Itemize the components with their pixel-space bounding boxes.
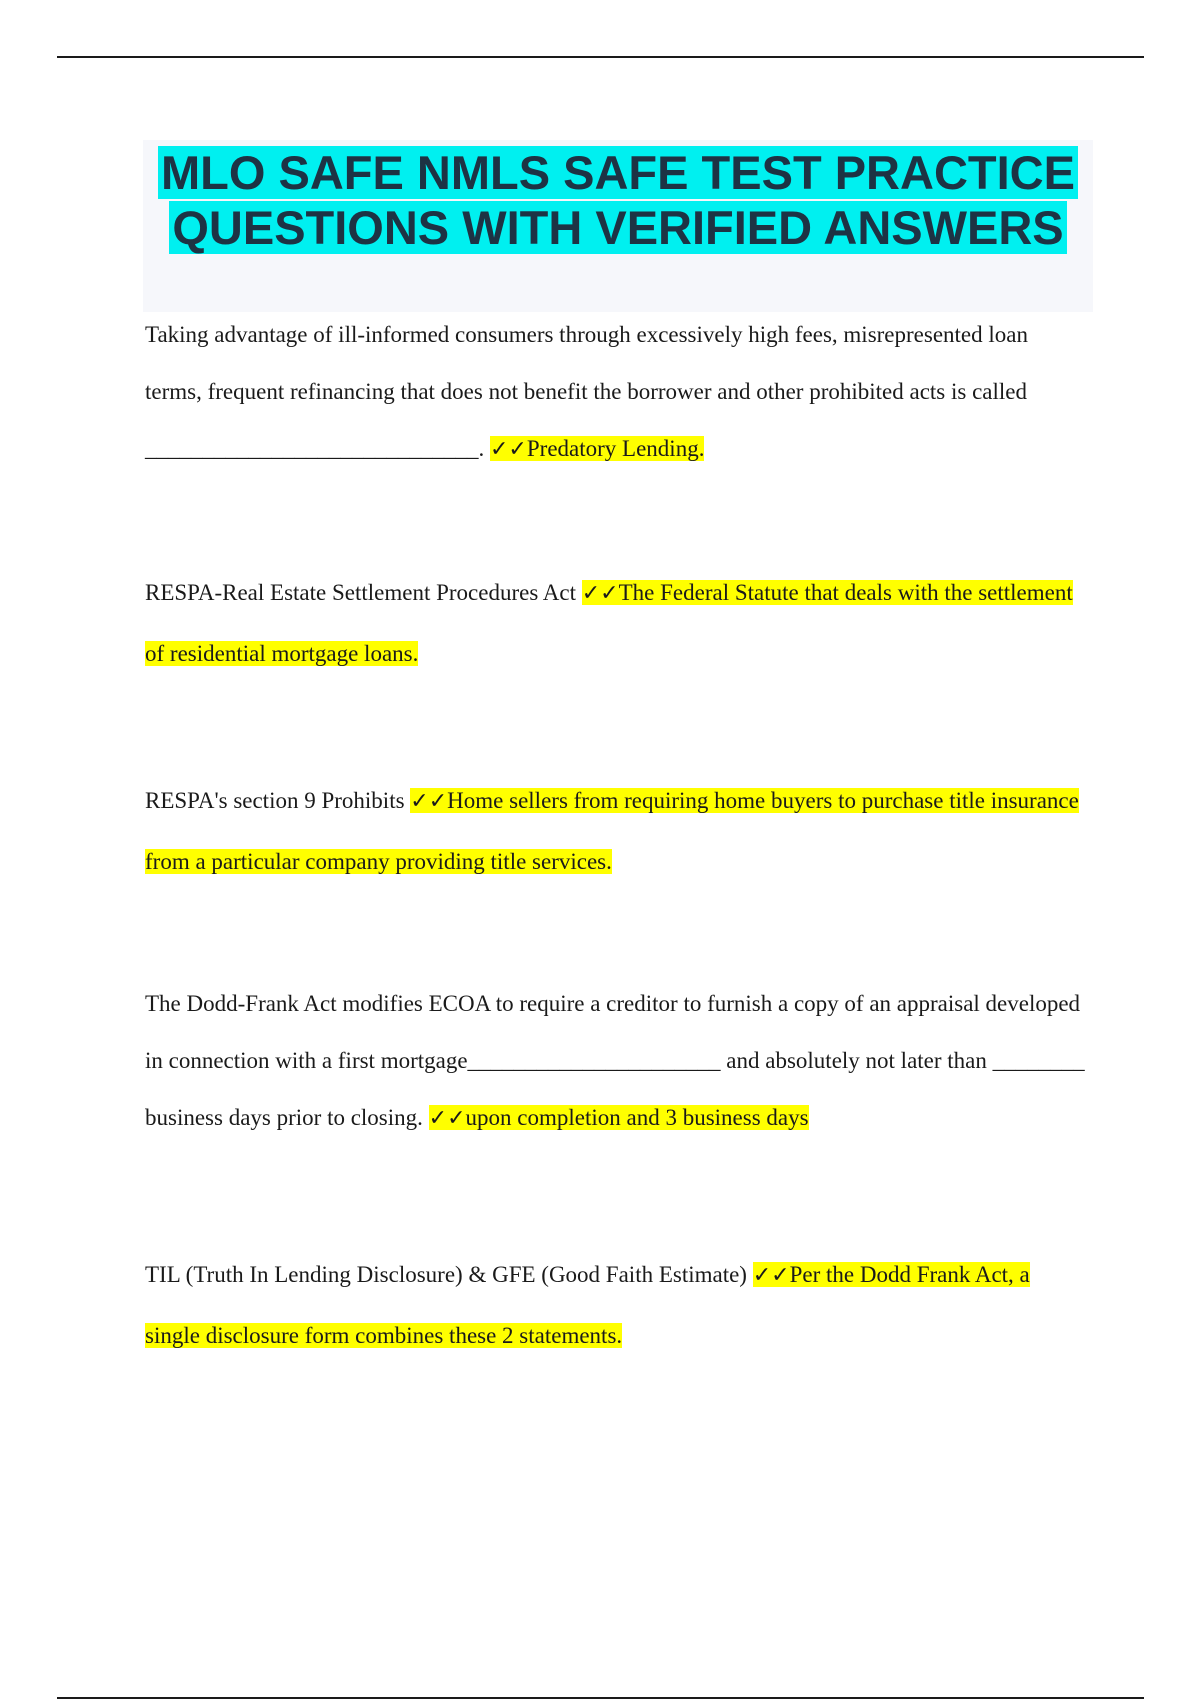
- title-line-2: QUESTIONS WITH VERIFIED ANSWERS: [169, 201, 1066, 254]
- double-check-icon: ✓✓: [581, 581, 619, 606]
- top-rule: [57, 56, 1144, 58]
- double-check-icon: ✓✓: [410, 789, 448, 814]
- answer-highlight: [490, 436, 704, 461]
- qa-item-5: [145, 1245, 1090, 1366]
- question-text: The Dodd-Frank Act modifies ECOA to require a creditor to furnish a copy of an appraisal developed in connection with a first mortgage______________________ and absolutely not later than ________ business days prior to closing.: [145, 991, 1085, 1130]
- question-text: RESPA-Real Estate Settlement Procedures Act: [145, 580, 576, 605]
- qa-item-1: [145, 306, 1090, 478]
- question-text: TIL (Truth In Lending Disclosure) & GFE (Good Faith Estimate): [145, 1262, 747, 1287]
- page-title: [143, 140, 1093, 255]
- title-line-1: MLO SAFE NMLS SAFE TEST PRACTICE: [158, 146, 1078, 199]
- question-text: RESPA's section 9 Prohibits: [145, 788, 405, 813]
- double-check-icon: ✓✓: [752, 1263, 790, 1288]
- answer-text: Per the Dodd Frank Act, a single disclosure form combines these 2 statements.: [145, 1262, 1030, 1348]
- answer-highlight: [429, 1105, 809, 1130]
- qa-item-3: [145, 771, 1090, 892]
- double-check-icon: ✓✓: [428, 1106, 466, 1131]
- answer-text: upon completion and 3 business days: [465, 1105, 809, 1130]
- answer-text: Home sellers from requiring home buyers to purchase title insurance from a particular company providing title services.: [145, 788, 1079, 874]
- qa-item-4: [145, 975, 1090, 1147]
- double-check-icon: ✓✓: [490, 437, 527, 462]
- answer-text: The Federal Statute that deals with the settlement of residential mortgage loans.: [145, 580, 1073, 666]
- qa-item-2: [145, 563, 1090, 684]
- bottom-rule: [57, 1697, 1144, 1699]
- answer-text: Predatory Lending.: [526, 436, 705, 461]
- title-block: [143, 140, 1093, 312]
- question-text: Taking advantage of ill-informed consumers through excessively high fees, misrepresented loan terms, frequent refinancing that does not benefit the borrower and other prohibited acts is called _____________________________.: [145, 322, 1028, 461]
